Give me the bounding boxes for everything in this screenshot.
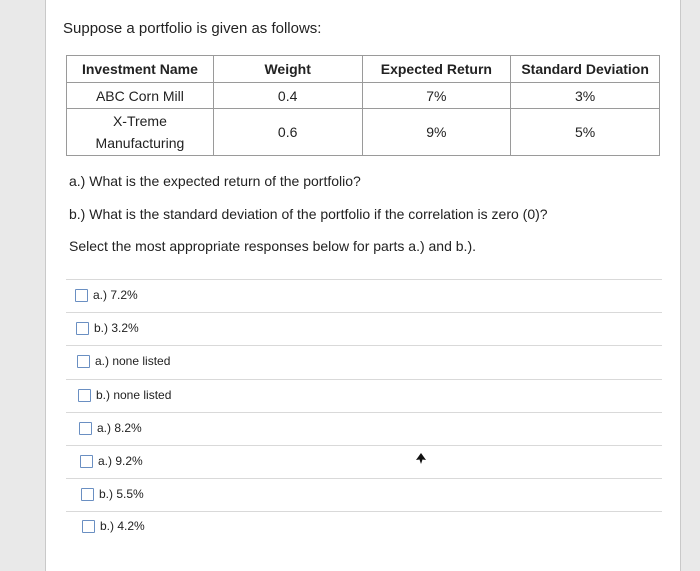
option-a-none-listed[interactable]	[77, 354, 170, 368]
cell-expected-return: 7%	[362, 83, 511, 109]
cell-weight: 0.4	[213, 83, 362, 109]
question-title: Suppose a portfolio is given as follows:	[63, 20, 322, 37]
option-a-8-2[interactable]	[79, 421, 142, 435]
table-header-row	[67, 56, 660, 83]
instructions-text: Select the most appropriate responses below for parts a.) and b.).	[69, 238, 476, 254]
header-weight: Weight	[213, 56, 362, 83]
mouse-cursor-icon	[414, 452, 428, 466]
question-part-b: b.) What is the standard deviation of the portfolio if the correlation is zero (0)?	[69, 206, 548, 222]
table-row	[67, 83, 660, 109]
cell-weight: 0.6	[213, 109, 362, 156]
cell-name-line1: X-Treme	[112, 113, 167, 129]
checkbox[interactable]	[79, 422, 92, 435]
cell-expected-return: 9%	[362, 109, 511, 156]
cell-standard-deviation: 3%	[511, 83, 660, 109]
option-label: a.) none listed	[95, 354, 171, 368]
cell-investment-name	[67, 109, 214, 156]
option-b-4-2[interactable]	[82, 519, 145, 533]
option-label: a.) 8.2%	[97, 421, 142, 435]
checkbox[interactable]	[78, 389, 91, 402]
option-divider	[66, 445, 662, 446]
checkbox[interactable]	[81, 488, 94, 501]
option-a-7-2[interactable]	[75, 288, 138, 302]
option-label: a.) 7.2%	[93, 288, 138, 302]
checkbox[interactable]	[80, 455, 93, 468]
option-label: b.) 5.5%	[99, 487, 144, 501]
option-label: b.) none listed	[96, 388, 172, 402]
table-row	[67, 109, 660, 156]
checkbox[interactable]	[82, 520, 95, 533]
header-standard-deviation: Standard Deviation	[511, 56, 660, 83]
header-expected-return: Expected Return	[362, 56, 511, 83]
checkbox[interactable]	[75, 289, 88, 302]
option-b-3-2[interactable]	[76, 321, 139, 335]
header-investment-name: Investment Name	[67, 56, 214, 83]
cell-standard-deviation: 5%	[511, 109, 660, 156]
option-label: a.) 9.2%	[98, 454, 143, 468]
option-label: b.) 3.2%	[94, 321, 139, 335]
option-label: b.) 4.2%	[100, 519, 145, 533]
option-divider	[66, 412, 662, 413]
option-b-5-5[interactable]	[81, 487, 144, 501]
option-b-none-listed[interactable]	[78, 388, 171, 402]
option-divider	[66, 312, 662, 313]
question-part-a: a.) What is the expected return of the portfolio?	[69, 173, 361, 189]
option-divider	[66, 511, 662, 512]
portfolio-table	[66, 55, 660, 156]
option-a-9-2[interactable]	[80, 454, 143, 468]
option-divider	[66, 478, 662, 479]
option-divider	[66, 345, 662, 346]
cell-name-line2: Manufacturing	[95, 135, 185, 151]
checkbox[interactable]	[76, 322, 89, 335]
option-divider	[66, 379, 662, 380]
checkbox[interactable]	[77, 355, 90, 368]
option-divider	[66, 279, 662, 280]
cell-investment-name: ABC Corn Mill	[67, 83, 214, 109]
